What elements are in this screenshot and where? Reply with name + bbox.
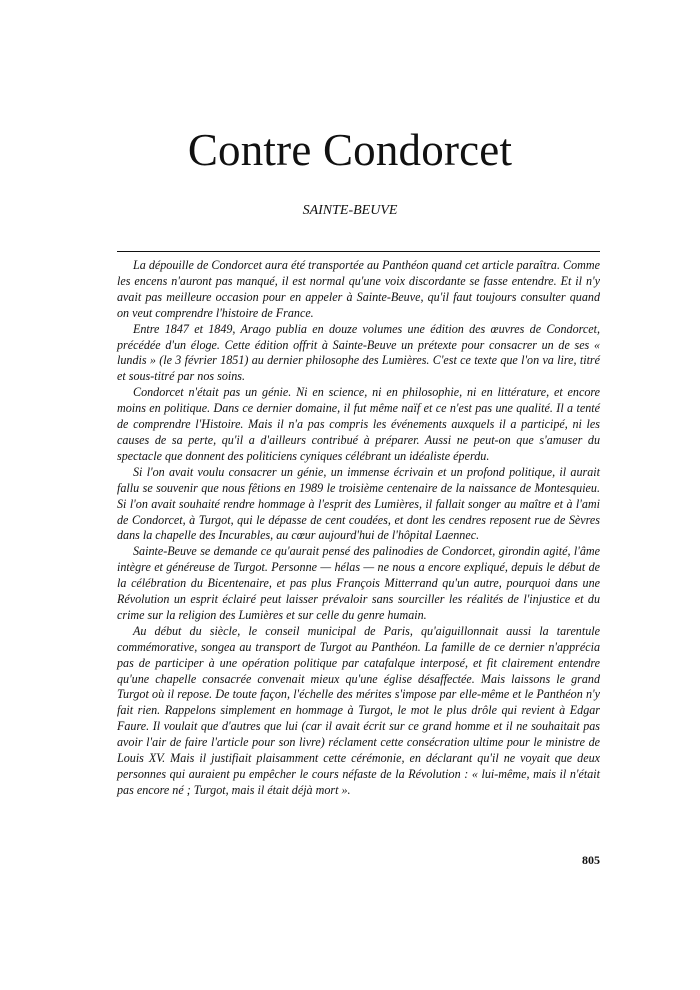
- intro-paragraph: Si l'on avait voulu consacrer un génie, un immense écrivain et un profond politique, il aurait fallu se souvenir que nous fêtions en 1989 le troisième centenaire de la naissance de Montesquieu. Si l'on avait souhaité rendre hommage à l'esprit des Lumières, il fallait songer au maître et à l'ami de Condorcet, à Turgot, qui le dépasse de cent coudées, et dont les cendres reposent rue de Sèvres dans la chapelle des Incurables, au cœur aujourd'hui de l'hôpital Laennec.: [117, 464, 600, 543]
- page-number: 805: [582, 853, 600, 867]
- intro-paragraph: La dépouille de Condorcet aura été transportée au Panthéon quand cet article paraîtra. Comme les encens n'auront pas manqué, il est normal qu'une voix discordante se fasse entendre. Et il n'y avait pas meilleure occasion pour en appeler à Sainte-Beuve, qu'il faut toujours consulter quand on veut comprendre l'histoire de France.: [117, 258, 600, 320]
- intro-paragraph: Condorcet n'était pas un génie. Ni en science, ni en philosophie, ni en littérature, et encore moins en politique. Dans ce dernier domaine, il fut même naïf et ce n'est pas une qualité. Il a tenté de comprendre l'Histoire. Mais il n'a pas compris les événements auxquels il a participé, ni les causes de sa perte, qu'il a d'ailleurs contribué à préparer. Aussi ne peut-on que s'amuser du spectacle que donnent des politiciens cyniques célébrant un idéaliste éperdu.: [117, 385, 600, 463]
- header-rule: [117, 251, 600, 252]
- intro-paragraph: Sainte-Beuve se demande ce qu'aurait pensé des palinodies de Condorcet, girondin agité, l'âme intègre et généreuse de Turgot. Personne — hélas — ne nous a encore expliqué, depuis le début de la célébration du Bicentenaire, et pas plus François Mitterrand qu'un autre, pourquoi dans une Révolution un esprit éclairé peut laisser prévaloir sans sourciller les réalités de l'injustice et du crime sur la religion des Lumières et sur celle du genre humain.: [117, 544, 600, 622]
- article-author: SAINTE-BEUVE: [302, 203, 398, 218]
- article-title: Contre Condorcet: [187, 125, 513, 175]
- article-introduction: [117, 258, 600, 799]
- intro-paragraph: Entre 1847 et 1849, Arago publia en douze volumes une édition des œuvres de Condorcet, précédée d'un éloge. Cette édition offrit à Sainte-Beuve un prétexte pour consacrer un de ses « lundis » (le 3 février 1851) au dernier philosophe des Lumières. C'est ce texte que l'on va lire, titré et sous-titré par nos soins.: [117, 321, 600, 384]
- intro-paragraph: Au début du siècle, le conseil municipal de Paris, qu'aiguillonnait aussi la tarentule commémorative, songea au transport de Turgot au Panthéon. La famille de ce dernier n'apprécia pas de participer à une opération politique par catafalque interposé, et fit clairement entendre qu'une chapelle consacrée convenait mieux qu'une église désaffectée. Mais laissons le grand Turgot où il repose. De toute façon, l'échelle des mérites s'impose par elle-même et le Panthéon n'y fait rien. Rappelons simplement en hommage à Turgot, le mot le plus drôle qui revient à Edgar Faure. Il voulait que d'autres que lui (car il avait écrit sur ce grand homme et il ne souhaitait pas avoir l'air de faire l'article pour son livre) réclament cette consécration ultime pour le ministre de Louis XV. Mais il justifiait plaisamment cette cérémonie, en déclarant qu'il ne voyait que deux personnes qui auraient pu empêcher le cours néfaste de la Révolution : « lui-même, mais il n'était pas encore né ; Turgot, mais il était déjà mort ».: [117, 623, 600, 797]
